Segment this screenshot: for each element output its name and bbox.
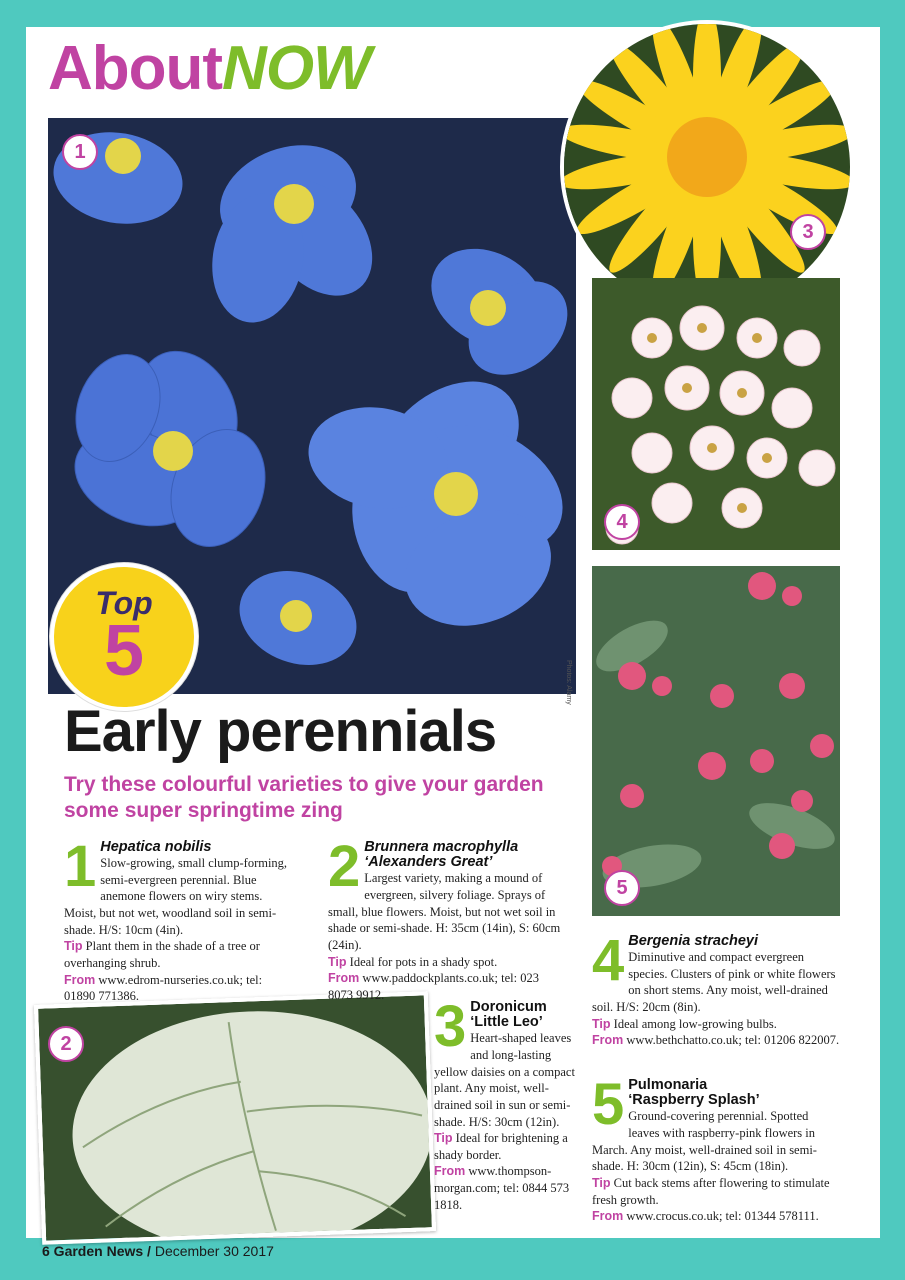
pulmonaria-photo bbox=[592, 566, 840, 916]
from-label: From bbox=[434, 1164, 466, 1179]
entry-name: Brunnera macrophylla bbox=[364, 839, 519, 855]
from-label: From bbox=[592, 1033, 624, 1048]
magazine-section-title bbox=[48, 34, 371, 103]
entry-tip: Plant them in the shade of a tree or overhanging shrub. bbox=[64, 939, 260, 970]
entry-number: 2 bbox=[328, 834, 361, 899]
footer-date: December 30 2017 bbox=[154, 1243, 274, 1259]
article-headline: Early perennials bbox=[64, 699, 497, 764]
photo-number-5: 5 bbox=[604, 870, 640, 906]
entry-supplier: www.crocus.co.uk; tel: 01344 578111. bbox=[626, 1209, 819, 1224]
from-label: From bbox=[328, 971, 360, 986]
footer-sep: / bbox=[143, 1243, 155, 1259]
entry-cultivar: ‘Alexanders Great’ bbox=[364, 854, 493, 871]
entry-cultivar: ‘Little Leo’ bbox=[470, 1014, 543, 1031]
photo-number-4: 4 bbox=[604, 504, 640, 540]
entry-3 bbox=[434, 994, 580, 1213]
doronicum-photo bbox=[560, 20, 854, 314]
page-footer bbox=[42, 1243, 274, 1259]
entry-tip: Ideal for pots in a shady spot. bbox=[349, 954, 498, 969]
entry-name: Doronicum bbox=[470, 999, 547, 1015]
brand-now: NOW bbox=[222, 34, 371, 103]
entry-number: 1 bbox=[64, 834, 97, 899]
entry-4 bbox=[592, 928, 840, 1049]
brunnera-photo bbox=[34, 991, 436, 1245]
entry-supplier: www.bethchatto.co.uk; tel: 01206 822007. bbox=[626, 1033, 840, 1048]
top-5-badge bbox=[50, 563, 198, 711]
entry-tip: Ideal for brightening a shady border. bbox=[434, 1131, 568, 1162]
brand-about: About bbox=[48, 34, 223, 103]
top-badge-number: 5 bbox=[103, 611, 145, 691]
entry-tip: Ideal among low-growing bulbs. bbox=[613, 1016, 777, 1031]
photo-number-3: 3 bbox=[790, 214, 826, 250]
entry-supplier: www.edrom-nurseries.co.uk; tel: 01890 771386. bbox=[64, 972, 263, 1004]
top-badge-label: Top bbox=[95, 585, 153, 621]
footer-page: 6 Garden News bbox=[42, 1243, 144, 1259]
entry-number: 4 bbox=[592, 928, 625, 993]
entry-5 bbox=[592, 1072, 840, 1225]
entry-name: Pulmonaria bbox=[628, 1077, 708, 1093]
entry-name: Bergenia stracheyi bbox=[628, 933, 759, 949]
entry-name: Hepatica nobilis bbox=[100, 839, 212, 855]
entry-description: Slow-growing, small clump-forming, semi-evergreen perennial. Blue anemone flowers on wiry stems. Moist, but not wet, woodland soil in semi-shade. H/S: 10cm (4in). bbox=[64, 856, 288, 937]
tip-label: Tip bbox=[592, 1175, 611, 1190]
entry-2 bbox=[328, 834, 564, 1003]
photo-number-1: 1 bbox=[62, 134, 98, 170]
entry-cultivar: ‘Raspberry Splash’ bbox=[628, 1092, 760, 1109]
entry-supplier: www.thompson-morgan.com; tel: 0844 573 1818. bbox=[434, 1164, 570, 1212]
tip-label: Tip bbox=[328, 954, 347, 969]
tip-label: Tip bbox=[64, 939, 83, 954]
entry-description: Heart-shaped leaves and long-lasting yellow daisies on a compact plant. Any moist, well-drained soil in sun or semi-shade. H/S: 30cm (12in). bbox=[434, 1031, 575, 1129]
entry-supplier: www.paddockplants.co.uk; tel: 023 8073 9912. bbox=[328, 971, 539, 1002]
entry-1 bbox=[64, 834, 296, 1005]
from-label: From bbox=[592, 1209, 624, 1224]
photo-credit: Photos: Alamy bbox=[565, 660, 572, 705]
tip-label: Tip bbox=[592, 1016, 611, 1031]
entry-description: Largest variety, making a mound of evergreen, silvery foliage. Sprays of small, blue flowers. Moist, but not wet soil in shade or semi-shade. H: 35cm (14in), S: 60cm (24in). bbox=[328, 871, 561, 952]
entry-tip: Cut back stems after flowering to stimulate fresh growth. bbox=[592, 1175, 830, 1207]
from-label: From bbox=[64, 972, 96, 987]
entry-description: Diminutive and compact evergreen species. Clusters of pink or white flowers on short stems. Any moist, well-drained soil. H/S: 20cm (8in). bbox=[592, 950, 836, 1015]
article-subheadline: Try these colourful varieties to give your garden some super springtime zing bbox=[64, 773, 544, 823]
entry-number: 5 bbox=[592, 1072, 625, 1137]
entry-description: Ground-covering perennial. Spotted leaves with raspberry-pink flowers in March. Any moist, well-drained soil in semi-shade. H: 30cm (12in), S: 45cm (18in). bbox=[592, 1109, 817, 1174]
entry-number: 3 bbox=[434, 994, 467, 1059]
photo-number-2: 2 bbox=[48, 1026, 84, 1062]
tip-label: Tip bbox=[434, 1131, 453, 1146]
